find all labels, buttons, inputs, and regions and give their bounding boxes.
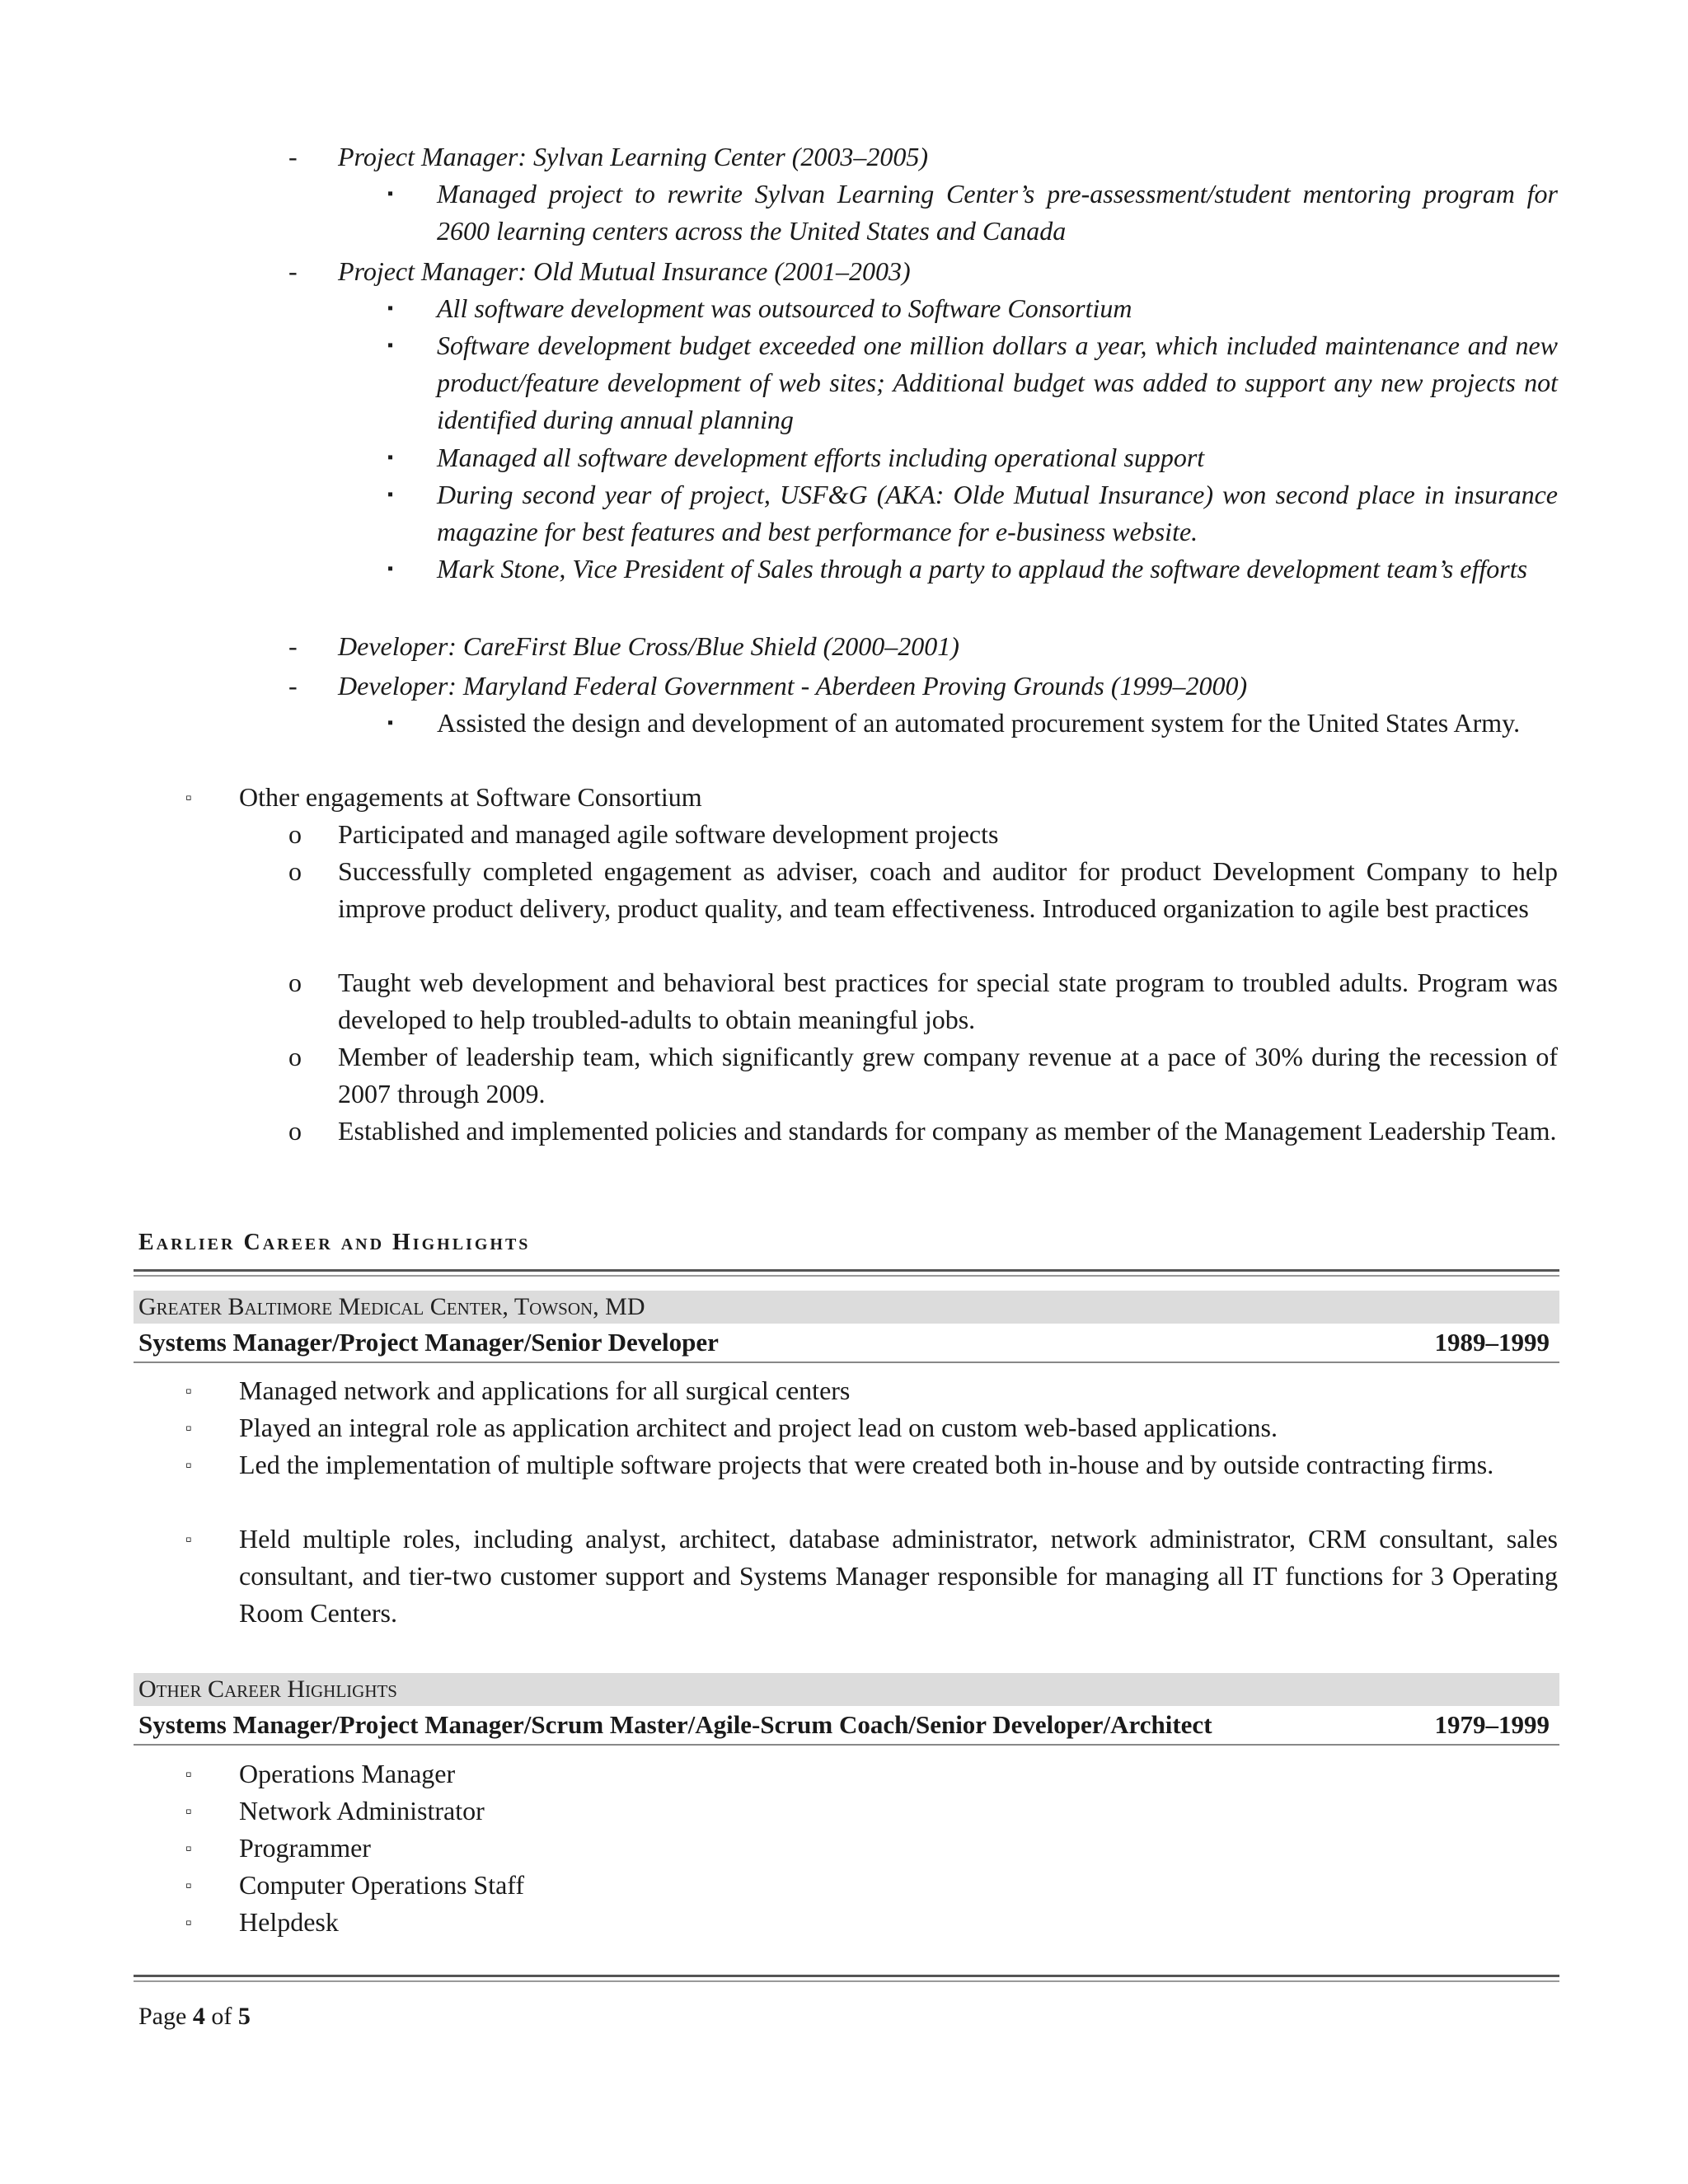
highlight-text: Computer Operations Staff	[239, 1870, 525, 1900]
page-number	[138, 2003, 251, 2031]
square-bullet: ▪	[387, 448, 394, 466]
role-title: Project Manager: Sylvan Learning Center (2003–2005)	[338, 142, 929, 171]
hollow-square-bullet: ▫	[185, 787, 192, 808]
highlight-text: Programmer	[239, 1833, 371, 1863]
dash-bullet: -	[288, 142, 298, 171]
bullet-text: Assisted the design and development of an automated procurement system for the United States Army.	[437, 708, 1521, 738]
highlight-text: Operations Manager	[239, 1759, 456, 1788]
bullet-text: During second year of project, USF&G (AKA: Olde Mutual Insurance) won second place in insurance magazine for best features and best performance for e-business website.	[437, 480, 1558, 546]
square-bullet: ▪	[387, 560, 394, 578]
org-name: Greater Baltimore Medical Center, Towson, MD	[134, 1291, 1559, 1324]
square-bullet: ▪	[387, 299, 394, 317]
dash-bullet: -	[288, 256, 298, 286]
engagement-text: Successfully completed engagement as adviser, coach and auditor for product Development Company to help improve product delivery, product quality, and team effectiveness. Introduced organization to agile best practices	[338, 856, 1558, 923]
hollow-square-bullet: ▫	[185, 1418, 192, 1438]
role-title: Systems Manager/Project Manager/Senior Developer	[138, 1328, 719, 1357]
engagement-text: Member of leadership team, which significantly grew company revenue at a pace of 30% during the recession of 2007 through 2009.	[338, 1042, 1558, 1108]
bullet-text: Software development budget exceeded one million dollars a year, which included maintenance and new product/feature development of web sites; Additional budget was added to support any new projects not identified during annual planning	[437, 330, 1558, 434]
circle-bullet: o	[288, 819, 302, 849]
role-divider	[134, 1361, 1559, 1363]
highlight-text: Managed network and applications for all surgical centers	[239, 1376, 851, 1405]
role-years: 1979–1999	[1434, 1710, 1550, 1739]
bullet-text: All software development was outsourced to Software Consortium	[437, 293, 1132, 323]
bullet-text: Managed project to rewrite Sylvan Learning Center’s pre-assessment/student mentoring program for 2600 learning centers across the United States and Canada	[437, 179, 1558, 246]
engagement-text: Taught web development and behavioral best practices for special state program to troubled adults. Program was developed to help troubled-adults to obtain meaningful jobs.	[338, 968, 1558, 1034]
role-title: Project Manager: Old Mutual Insurance (2001–2003)	[338, 256, 911, 286]
square-bullet: ▪	[387, 185, 394, 203]
engagement-text: Participated and managed agile software development projects	[338, 819, 999, 849]
role-title: Developer: CareFirst Blue Cross/Blue Shield (2000–2001)	[338, 631, 959, 661]
square-bullet: ▪	[387, 714, 394, 732]
footer-divider	[134, 1975, 1559, 1982]
hollow-square-bullet: ▫	[185, 1838, 192, 1858]
highlight-text: Played an integral role as application architect and project lead on custom web-based applications.	[239, 1413, 1278, 1442]
hollow-square-bullet: ▫	[185, 1455, 192, 1475]
bullet-text: Managed all software development efforts including operational support	[437, 443, 1205, 472]
role-title: Systems Manager/Project Manager/Scrum Master/Agile-Scrum Coach/Senior Developer/Architect	[138, 1710, 1212, 1739]
square-bullet: ▪	[387, 336, 394, 354]
current-page: 4	[192, 2003, 205, 2030]
hollow-square-bullet: ▫	[185, 1801, 192, 1821]
circle-bullet: o	[288, 1042, 302, 1071]
section-divider	[134, 1269, 1559, 1277]
highlight-text: Network Administrator	[239, 1796, 485, 1825]
highlight-text: Helpdesk	[239, 1907, 339, 1937]
role-title: Developer: Maryland Federal Government - Aberdeen Proving Grounds (1999–2000)	[338, 671, 1248, 701]
page-label: Page	[138, 2003, 187, 2030]
page-of: of	[211, 2003, 232, 2030]
hollow-square-bullet: ▫	[185, 1529, 192, 1549]
bullet-text: Mark Stone, Vice President of Sales through a party to applaud the software development team’s efforts	[437, 554, 1528, 583]
circle-bullet: o	[288, 856, 302, 886]
dash-bullet: -	[288, 671, 298, 701]
role-years: 1989–1999	[1434, 1328, 1550, 1357]
hollow-square-bullet: ▫	[185, 1912, 192, 1933]
total-pages: 5	[237, 2003, 251, 2030]
hollow-square-bullet: ▫	[185, 1764, 192, 1784]
role-divider	[134, 1744, 1559, 1746]
section-heading: Earlier Career and Highlights	[138, 1230, 531, 1255]
engagement-text: Established and implemented policies and standards for company as member of the Management Leadership Team.	[338, 1116, 1557, 1146]
engagements-heading: Other engagements at Software Consortium	[239, 782, 702, 812]
highlight-text: Held multiple roles, including analyst, architect, database administrator, network administrator, CRM consultant, sales consultant, and tier-two customer support and Systems Manager responsible for managing all IT functions for 3 Operating Room Centers.	[239, 1524, 1558, 1628]
hollow-square-bullet: ▫	[185, 1380, 192, 1401]
bullet-item	[0, 176, 1688, 250]
circle-bullet: o	[288, 1116, 302, 1146]
hollow-square-bullet: ▫	[185, 1875, 192, 1896]
circle-bullet: o	[288, 968, 302, 997]
square-bullet: ▪	[387, 485, 394, 504]
dash-bullet: -	[288, 631, 298, 661]
highlight-text: Led the implementation of multiple software projects that were created both in-house and by outside contracting firms.	[239, 1450, 1494, 1479]
org-name: Other Career Highlights	[134, 1673, 1559, 1706]
